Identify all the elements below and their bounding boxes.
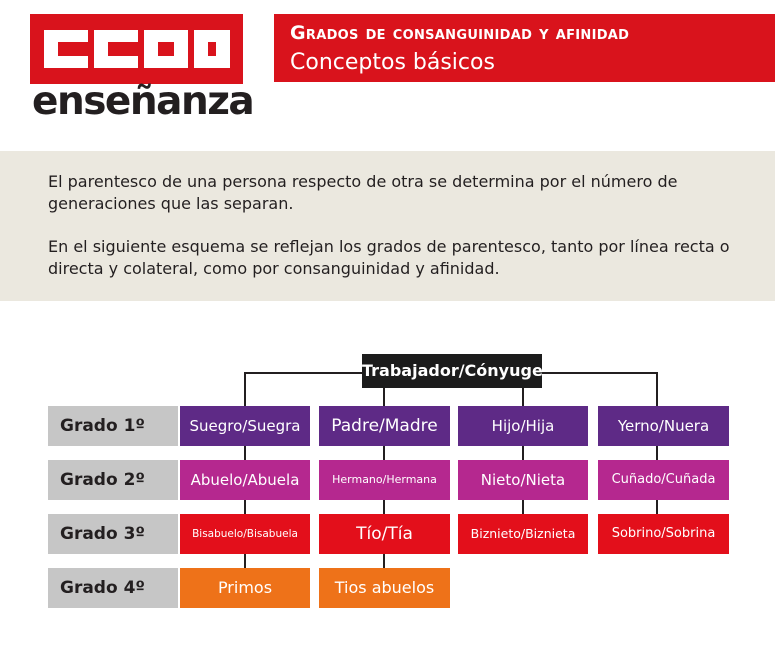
relation-sobrino-sobrina: Sobrino/Sobrina [598,514,729,554]
relation-bisabuelo-bisabuela: Bisabuelo/Bisabuela [180,514,310,554]
ccoo-logo-letters [30,14,243,84]
page-subtitle: Conceptos básicos [290,50,495,75]
relation-padre-madre: Padre/Madre [319,406,450,446]
root-node: Trabajador/Cónyuge [362,354,542,388]
grade-label-1: Grado 1º [48,406,178,446]
intro-paragraph-1: El parentesco de una persona respecto de otra se determina por el número de generaciones que las separan. [48,172,678,213]
relation-hermano-hermana: Hermano/Hermana [319,460,450,500]
relation-yerno-nuera: Yerno/Nuera [598,406,729,446]
grade-label-3: Grado 3º [48,514,178,554]
relation-nieto-nieta: Nieto/Nieta [458,460,588,500]
title-banner [274,14,775,82]
relation-tio-tia: Tío/Tía [319,514,450,554]
relation-biznieto-biznieta: Biznieto/Biznieta [458,514,588,554]
grade-label-2: Grado 2º [48,460,178,500]
relation-cunado-cunada: Cuñado/Cuñada [598,460,729,500]
relation-tios-abuelos: Tios abuelos [319,568,450,608]
page-title: Grados de consanguinidad y afinidad [290,22,630,44]
relation-hijo-hija: Hijo/Hija [458,406,588,446]
intro-paragraph-2: En el siguiente esquema se reflejan los grados de parentesco, tanto por línea recta o directa y colateral, como por consanguinidad y afinidad. [48,237,730,278]
logo-subtitle: enseñanza [32,79,254,124]
relation-abuelo-abuela: Abuelo/Abuela [180,460,310,500]
ccoo-logo [30,14,243,84]
intro-panel [0,151,775,301]
grade-label-4: Grado 4º [48,568,178,608]
relation-suegro-suegra: Suegro/Suegra [180,406,310,446]
relation-primos: Primos [180,568,310,608]
